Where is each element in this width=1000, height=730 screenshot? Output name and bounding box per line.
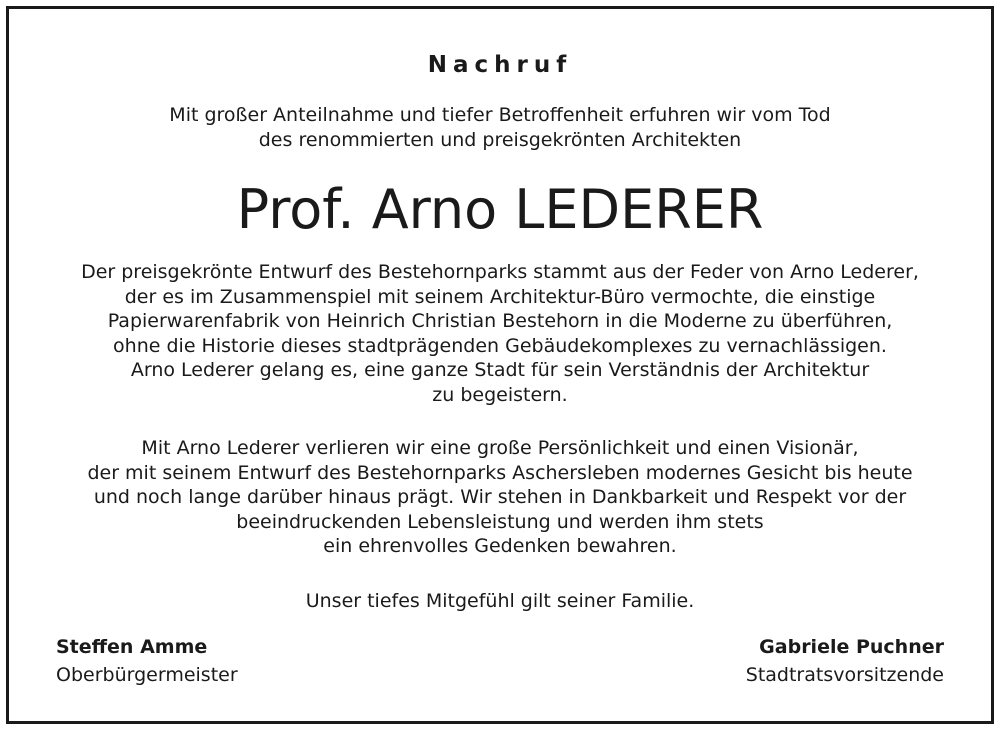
paragraph-line: zu begeistern. (432, 383, 568, 406)
signatory-title: Stadtratsvorsitzende (745, 664, 944, 686)
paragraph-line: beeindruckenden Lebensleistung und werden ihm stets (236, 510, 764, 533)
paragraph-line: Der preisgekrönte Entwurf des Bestehornparks stammt aus der Feder von Arno Lederer, (81, 261, 919, 283)
notice-heading: Nachruf (427, 52, 573, 78)
paragraph-line: Arno Lederer gelang es, eine ganze Stadt für sein Verständnis der Architektur (130, 359, 870, 381)
deceased-name: Prof. Arno LEDERER (236, 178, 764, 241)
intro-line: Mit großer Anteilnahme und tiefer Betroffenheit erfuhren wir vom Tod (169, 104, 831, 126)
paragraph-remembrance (0, 436, 1000, 559)
paragraph-line: ein ehrenvolles Gedenken bewahren. (323, 535, 677, 557)
paragraph-line: der mit seinem Entwurf des Bestehornparks Aschersleben modernes Gesicht bis heute (87, 461, 913, 484)
paragraph-line: ohne die Historie dieses stadtprägenden Gebäudekomplexes zu vernachlässigen. (113, 334, 887, 357)
paragraph-line: und noch lange darüber hinaus prägt. Wir stehen in Dankbarkeit und Respekt vor der (93, 486, 907, 508)
intro-line: des renommierten und preisgekrönten Architekten (258, 129, 742, 151)
signatory-name: Gabriele Puchner (759, 636, 944, 658)
paragraph-tribute (0, 260, 1000, 407)
signatory-title: Oberbürgermeister (56, 664, 238, 686)
paragraph-line: der es im Zusammenspiel mit seinem Architektur-Büro vermochte, die einstige (124, 285, 876, 308)
closing-line: Unser tiefes Mitgefühl gilt seiner Familie. (305, 590, 695, 612)
signatory-left (56, 633, 238, 689)
signatory-right (746, 633, 944, 689)
intro-text (0, 103, 1000, 153)
signatory-name: Steffen Amme (56, 636, 208, 658)
paragraph-line: Mit Arno Lederer verlieren wir eine große Persönlichkeit und einen Visionär, (141, 437, 859, 459)
paragraph-line: Papierwarenfabrik von Heinrich Christian Bestehorn in die Moderne zu überführen, (107, 310, 893, 332)
